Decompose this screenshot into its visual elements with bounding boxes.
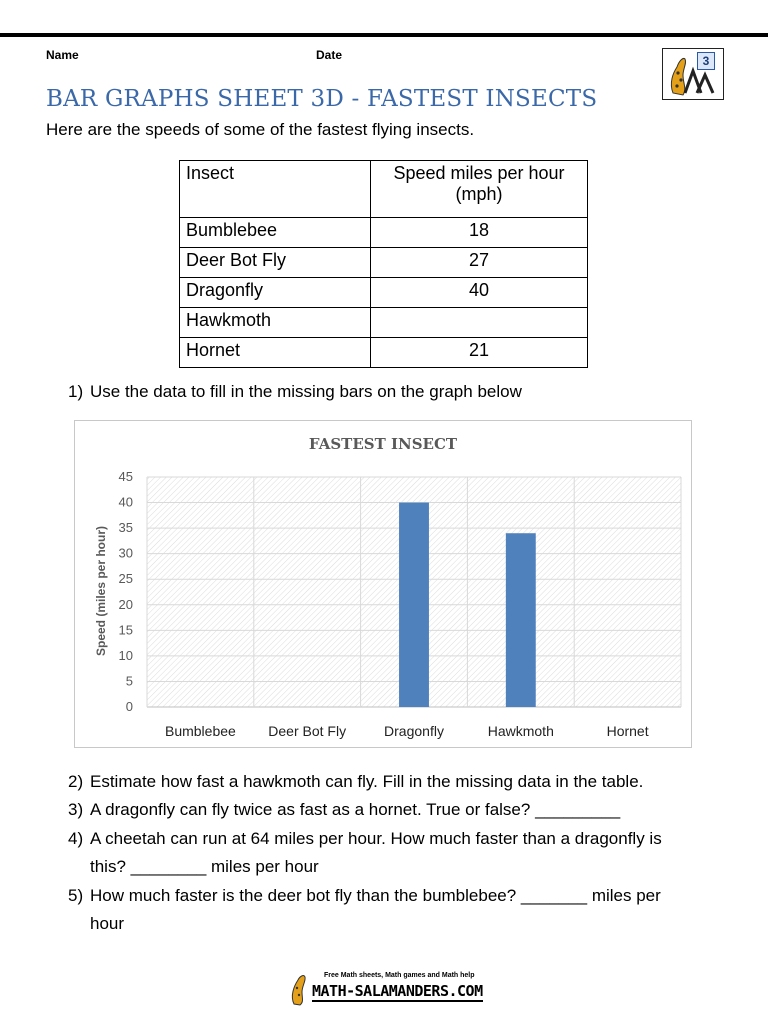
y-tick-label: 10	[118, 647, 133, 663]
table-header-insect: Insect	[180, 161, 371, 218]
question-text: A cheetah can run at 64 miles per hour. How much faster than a dragonfly is	[90, 829, 662, 848]
y-tick-label: 35	[118, 520, 133, 536]
question-number: 2)	[68, 772, 84, 791]
grade-badge: 3	[697, 52, 715, 70]
question-number: 4)	[68, 829, 84, 848]
footer-tagline: Free Math sheets, Math games and Math help	[324, 972, 475, 979]
bar	[506, 533, 536, 707]
y-tick-label: 40	[118, 494, 133, 510]
question-number: 5)	[68, 886, 84, 905]
y-tick-label: 15	[118, 622, 133, 638]
table-cell-speed: 27	[371, 248, 588, 278]
table-header-speed: Speed miles per hour (mph)	[371, 161, 588, 218]
x-tick-label: Hornet	[606, 723, 649, 739]
question-text: Use the data to fill in the missing bars on the graph below	[90, 382, 522, 401]
question-number: 3)	[68, 800, 84, 819]
x-tick-label: Hawkmoth	[487, 723, 554, 739]
question-2	[68, 772, 748, 796]
table-cell-speed-blank[interactable]	[371, 308, 588, 338]
y-tick-label: 25	[118, 571, 133, 587]
y-tick-label: 0	[125, 699, 133, 714]
question-5	[68, 886, 748, 938]
x-tick-label: Deer Bot Fly	[268, 723, 347, 739]
footer-logo	[288, 972, 488, 1008]
top-rule	[0, 33, 768, 37]
table-row	[180, 278, 588, 308]
chart-title: FASTEST INSECT	[308, 435, 458, 453]
table-row	[180, 308, 588, 338]
y-tick-label: 20	[118, 596, 133, 612]
y-tick-label: 30	[118, 545, 133, 561]
table-header-row	[180, 161, 588, 218]
question-text-cont: hour	[90, 914, 125, 933]
table-row	[180, 248, 588, 278]
table-cell-speed: 21	[371, 338, 588, 368]
table-cell-insect: Deer Bot Fly	[180, 248, 371, 278]
y-tick-label: 5	[125, 673, 133, 689]
question-text: Estimate how fast a hawkmoth can fly. Fill in the missing data in the table.	[90, 772, 644, 791]
question-3	[68, 800, 748, 824]
question-number: 1)	[68, 382, 84, 401]
table-cell-insect: Hornet	[180, 338, 371, 368]
table-cell-insect: Dragonfly	[180, 278, 371, 308]
x-tick-label: Bumblebee	[164, 723, 236, 739]
math-salamanders-logo	[662, 48, 724, 100]
table-cell-insect: Hawkmoth	[180, 308, 371, 338]
chart-canvas	[75, 421, 691, 747]
sheet-title: BAR GRAPHS SHEET 3D - FASTEST INSECTS	[46, 86, 598, 112]
footer-salamander-icon	[288, 972, 312, 1006]
date-label: Date	[316, 48, 343, 62]
y-tick-label: 45	[118, 469, 133, 484]
y-axis-label: Speed (miles per hour)	[94, 525, 108, 657]
intro-text: Here are the speeds of some of the fastest flying insects.	[46, 120, 475, 139]
question-text: How much faster is the deer bot fly than the bumblebee? _______ miles per	[90, 886, 661, 905]
speed-table	[179, 160, 588, 368]
table-cell-speed: 18	[371, 218, 588, 248]
table-cell-insect: Bumblebee	[180, 218, 371, 248]
table-row	[180, 338, 588, 368]
question-text: A dragonfly can fly twice as fast as a hornet. True or false? _________	[90, 800, 621, 819]
question-4	[68, 829, 748, 881]
x-tick-label: Dragonfly	[384, 723, 444, 739]
question-text-cont: this? ________ miles per hour	[90, 857, 319, 876]
table-row	[180, 218, 588, 248]
name-label: Name	[46, 48, 79, 62]
bar-chart	[74, 420, 692, 748]
question-1	[68, 382, 708, 406]
footer-site: MATH-SALAMANDERS.COM	[312, 982, 483, 1000]
bar	[399, 503, 429, 707]
table-cell-speed: 40	[371, 278, 588, 308]
